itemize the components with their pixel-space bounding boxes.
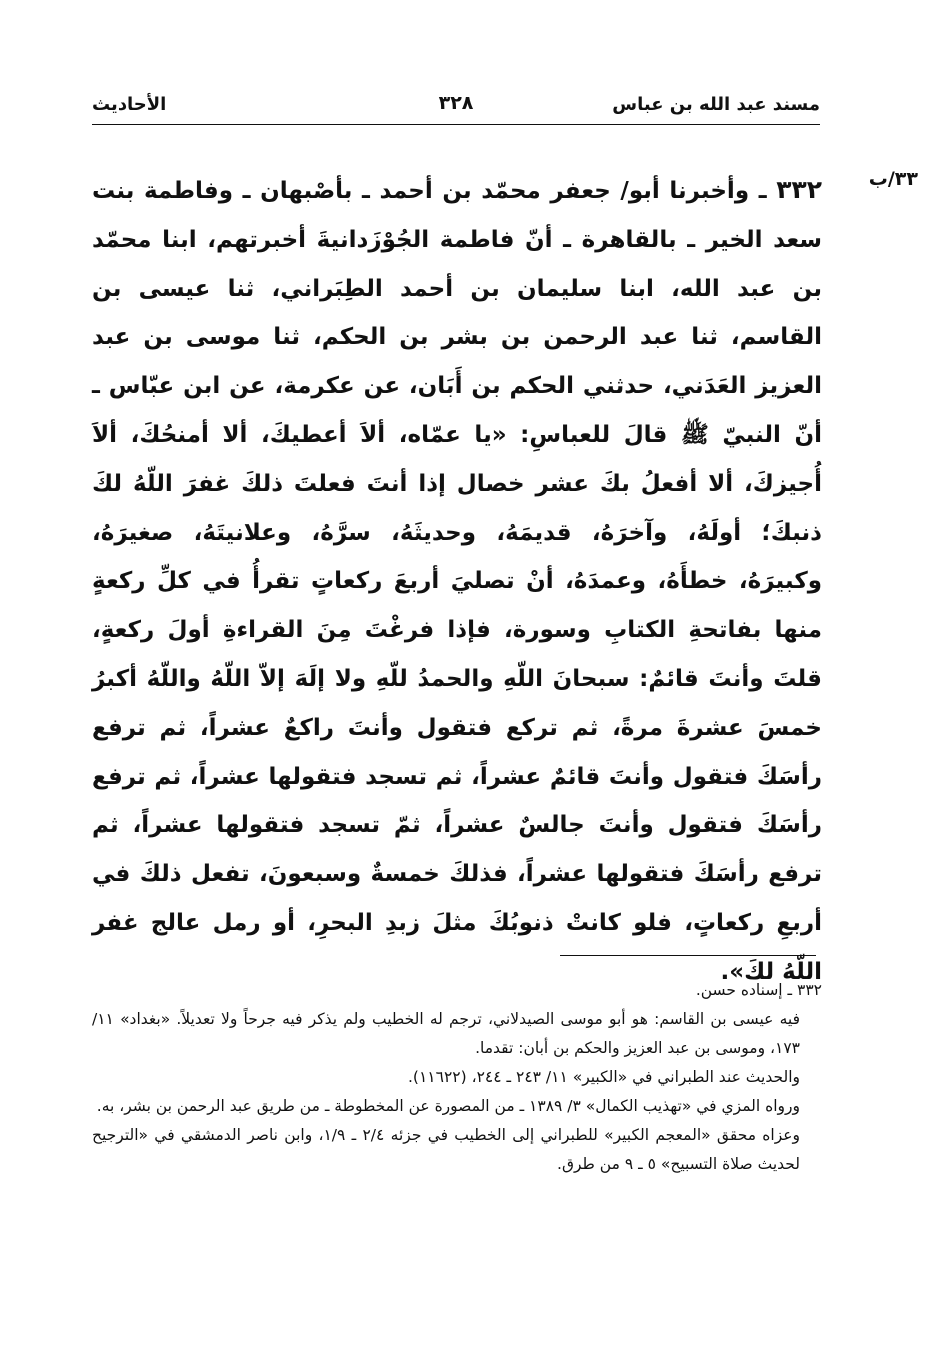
header-book-title: مسند عبد الله بن عباس bbox=[612, 94, 820, 115]
footnote-narrator-note: فيه عيسى بن القاسم: هو أبو موسى الصيدلاني، ترجم له الخطيب ولم يذكر فيه جرحاً ولا تعديلاً. «بغداد» ١١/ ١٧٣، وموسى بن عبد العزيز والحكم بن أبان: تقدما. bbox=[92, 1010, 800, 1057]
manuscript-folio-note: ٣٣/ب bbox=[868, 168, 918, 190]
footnote-grade: ٣٣٢ ـ إسناده حسن. bbox=[695, 981, 822, 999]
page-number: ٣٢٨ bbox=[438, 92, 474, 114]
footnote-mizzi-ref: ورواه المزي في «تهذيب الكمال» ٣/ ١٣٨٩ ـ من المصورة عن المخطوطة ـ من طريق عبد الرحمن بن بشر، به. bbox=[96, 1097, 800, 1115]
header-section-title: الأحاديث bbox=[92, 94, 167, 115]
footnote-tabarani-ref: والحديث عند الطبراني في «الكبير» ١١/ ٢٤٣ ـ ٢٤٤، (١١٦٢٢). bbox=[408, 1068, 800, 1086]
footnotes bbox=[92, 976, 822, 1179]
hadith-text: ـ وأخبرنا أبو/ جعفر محمّد بن أحمد ـ بأصْبهان ـ وفاطمة بنت سعد الخير ـ بالقاهرة ـ أنّ فاطمة الجُوْزَدانيةَ أخبرتهم، ابنا محمّد بن عبد الله، ابنا سليمان بن أحمد الطِبَراني، ثنا عيسى بن القاسم، ثنا عبد الرحمن بن بشر بن الحكم، ثنا موسى بن عبد العزيز العَدَني، حدثني الحكم بن أَبَان، عن عكرمة، عن ابن عبّاس ـ أنّ النبيّ ﷺ قالَ للعباسِ: «يا عمّاه، ألاَ أعطيكَ، ألا أمنحُكَ، ألاَ أُجيزكَ، ألا أفعلُ بكَ عشر خصال إذا أنتَ فعلتَ ذلكَ غفرَ اللّهُ لكَ ذنبكَ؛ أولَهُ، وآخرَهُ، قديمَهُ، وحديثَهُ، سرَّهُ، وعلانيتَهُ، صغيرَهُ، وكبيرَهُ، خطأَهُ، وعمدَهُ، أنْ تصليَ أربعَ ركعاتٍ تقرأُ في كلِّ ركعةٍ منها بفاتحةِ الكتابِ وسورة، فإذا فرغْتَ مِنَ القراءةِ أولَ ركعةٍ، قلتَ وأنتَ قائمٌ: سبحانَ اللّهِ والحمدُ للّهِ ولا إلَهَ إلاّ اللّهُ واللّهُ أكبرُ خمسَ عشرةَ مرةً، ثم تركع فتقول وأنتَ راكعٌ عشراً، ثم ترفع رأسَكَ فتقول وأنتَ قائمٌ عشراً، ثم تسجد فتقولها عشراً، ثم ترفع رأسَكَ فتقول وأنتَ جالسٌ عشراً، ثمّ تسجد فتقولها عشراً، ثم ترفع رأسَكَ فتقولها عشراً، فذلكَ خمسةٌ وسبعونَ، تفعل ذلكَ في أربعِ ركعاتٍ، فلو كانتْ ذنوبُكَ مثلَ زبدِ البحرِ، أو رمل عالج غفر اللّهُ لكَ». bbox=[92, 178, 822, 985]
header-divider bbox=[92, 124, 820, 125]
hadith-number: ٣٣٢ bbox=[776, 175, 822, 204]
hadith-body bbox=[92, 166, 822, 997]
footnote-divider bbox=[560, 955, 816, 956]
running-header bbox=[92, 90, 820, 124]
footnote-attribution: وعزاه محقق «المعجم الكبير» للطبراني إلى الخطيب في جزئه ٢/٤ ـ ١/٩، وابن ناصر الدمشقي في «الترجيح لحديث صلاة التسبيح» ٥ ـ ٩ من طرق. bbox=[92, 1126, 800, 1173]
